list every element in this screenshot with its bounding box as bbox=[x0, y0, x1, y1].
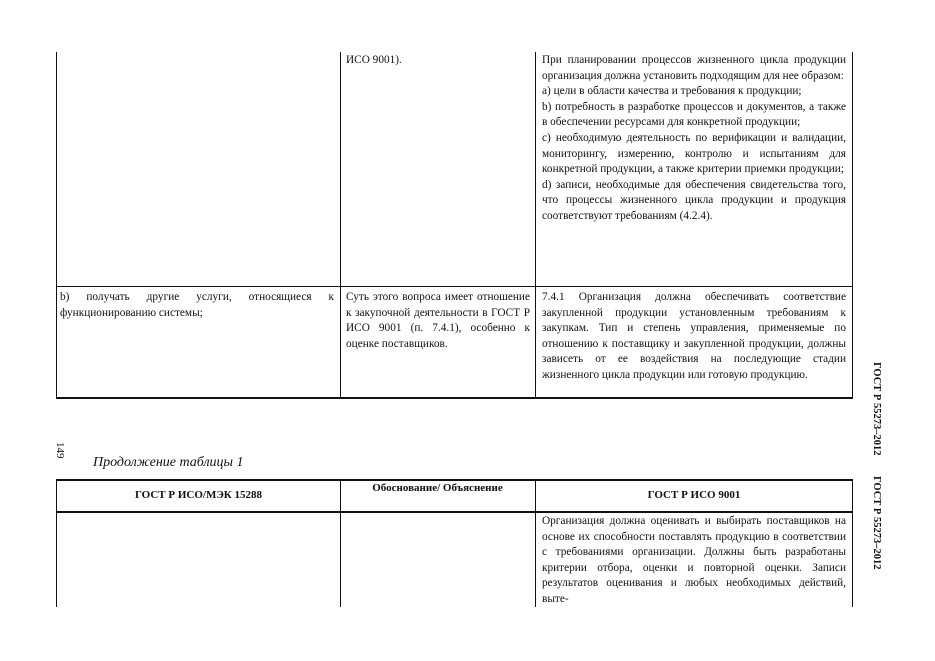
continuation-caption: Продолжение таблицы 1 bbox=[93, 455, 244, 470]
side-label-standard-2: ГОСТ Р 55273–2012 bbox=[871, 476, 882, 570]
lower-table-right-border bbox=[852, 479, 853, 607]
planning-paragraph: При планировании процессов жизненного цикла продукции организация должна установить подходящим для нее образом: bbox=[542, 54, 846, 82]
upper-row2-col3: 7.4.1 Организация должна обеспечивать соответствие закупленной продукции установленным требованиям к закупкам. Тип и степень управления, применяемые по отношению к поставщику и закупленной продукции, должны зависеть от ее воздействия на последующие стадии жизненного цикла продукции или готовую продукцию. bbox=[542, 291, 846, 381]
upper-row1-col2: ИСО 9001). bbox=[346, 54, 402, 66]
item-b: b) потребность в разработке процессов и документов, а также в обеспечении ресурсами для конкретной продукции; bbox=[542, 100, 846, 129]
item-c: c) необходимую деятельность по верификации и валидации, мониторингу, измерению, контролю и испытаниям для конкретной продукции, а также критерии приемки продукции; bbox=[542, 131, 846, 176]
upper-row1-col3 bbox=[542, 53, 846, 225]
header-iso-9001: ГОСТ Р ИСО 9001 bbox=[647, 489, 741, 501]
lower-row1-col3: Организация должна оценивать и выбирать поставщиков на основе их способности поставлять продукцию в соответствии с требованиями организации. Должны быть разработаны критерии отбора, оценки и повторной оценки. Записи результатов оценивания и любых необходимых действий, выте- bbox=[542, 515, 846, 605]
lower-table-col-divider-1 bbox=[340, 479, 341, 607]
upper-table-col-divider-1 bbox=[340, 52, 341, 398]
header-iso-iec-15288: ГОСТ Р ИСО/МЭК 15288 bbox=[134, 489, 263, 501]
upper-table-bottom-border bbox=[56, 397, 853, 399]
upper-row2-col1: b) получать другие услуги, относящиеся к функционированию системы; bbox=[60, 291, 334, 319]
upper-row2-col2: Суть этого вопроса имеет отношение к закупочной деятельности в ГОСТ Р ИСО 9001 (п. 7.4.1), особенно к оценке поставщиков. bbox=[346, 291, 530, 350]
side-label-standard-1: ГОСТ Р 55273–2012 bbox=[871, 362, 882, 456]
lower-table-header-divider bbox=[56, 511, 853, 513]
item-a: а) цели в области качества и требования к продукции; bbox=[542, 85, 802, 98]
item-d: d) записи, необходимые для обеспечения свидетельства того, что процессы жизненного цикла продукции и продукция соответствуют требованиям (4.2.4). bbox=[542, 178, 846, 222]
upper-table-left-border bbox=[56, 52, 57, 398]
upper-table-right-border bbox=[852, 52, 853, 398]
upper-table-row-divider bbox=[56, 286, 853, 287]
header-justification: Обоснование/ Объяснение bbox=[372, 482, 503, 494]
upper-table-col-divider-2 bbox=[535, 52, 536, 398]
page-number: 149 bbox=[54, 442, 66, 459]
